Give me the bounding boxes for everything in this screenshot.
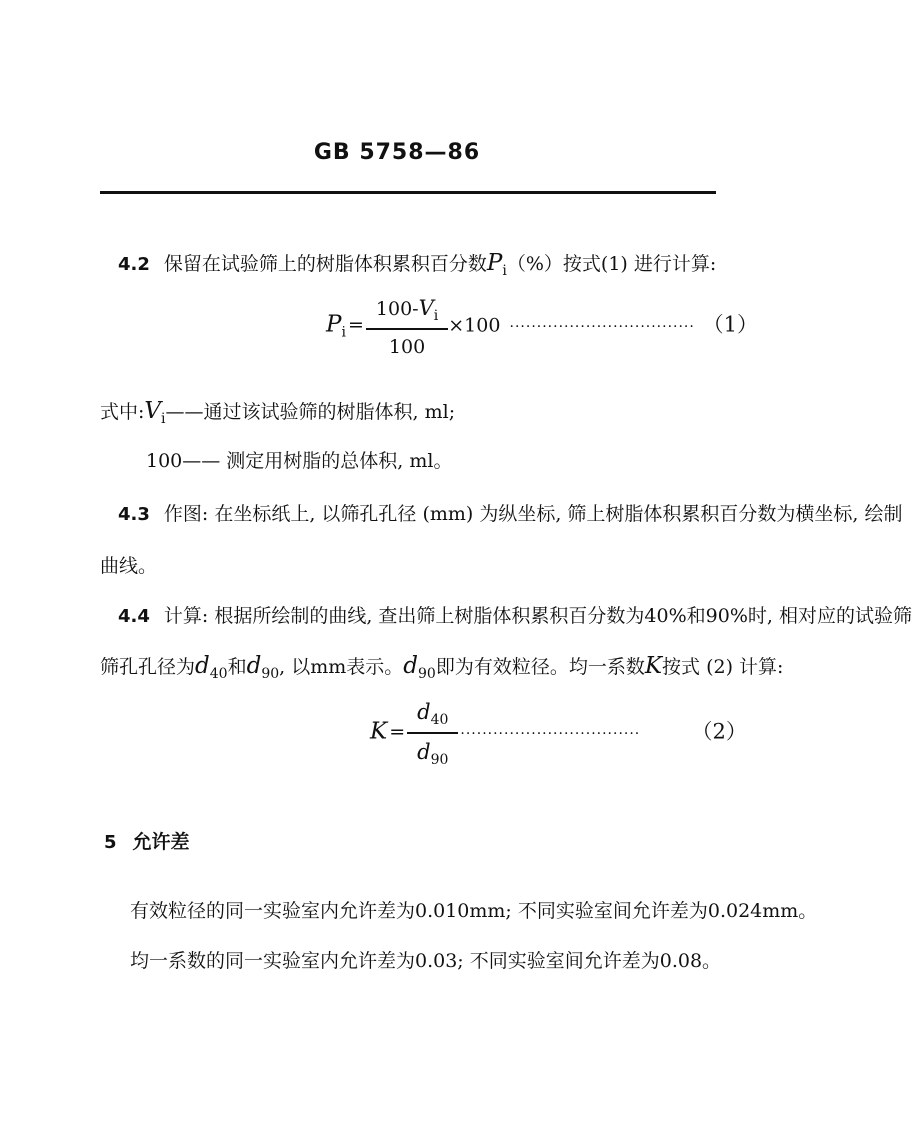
section-title: 允许差 [132, 831, 190, 853]
eq1-number: （1） [702, 312, 758, 337]
variable-d: d [195, 653, 210, 679]
eq1-denominator: 100 [388, 335, 426, 358]
eq1-num-sub: i [433, 308, 439, 324]
eq1-equals: = [347, 314, 364, 337]
variable-p: P [486, 250, 503, 276]
section-5-line-2: 均一系数的同一实验室内允许差为0.03; 不同实验室间允许差为0.08。 [130, 950, 722, 972]
where-prefix: 式中: [100, 401, 145, 423]
section-4-4-line-1 [118, 603, 912, 630]
section-text: 作图: 在坐标纸上, 以筛孔孔径 (mm) 为纵坐标, 筛上树脂体积累积百分数为横坐标, 绘制 [163, 503, 903, 525]
variable-subscript: i [502, 263, 507, 279]
section-4-2 [118, 250, 716, 284]
eq2-lhs: K [370, 718, 388, 745]
where-line-1 [100, 398, 455, 432]
where-var: V [144, 398, 162, 424]
where-var-sub: i [161, 411, 166, 427]
eq1-lhs: P [326, 311, 342, 338]
section-text-end: （%）按式(1) 进行计算: [506, 253, 717, 275]
where-desc: ——通过该试验筛的树脂体积, ml; [165, 401, 456, 423]
section-number: 5 [104, 832, 117, 853]
eq1-fraction [366, 296, 448, 358]
section-5-heading [104, 829, 190, 856]
eq2-fraction [407, 700, 458, 768]
equation-1 [326, 296, 758, 358]
eq1-num-text: 100- [375, 298, 419, 320]
text-part: 即为有效粒径。均一系数 [435, 656, 645, 678]
eq2-denominator [407, 734, 458, 768]
eq1-num-var: V [418, 296, 434, 320]
eq2-num-sub: 40 [430, 712, 449, 728]
text-part: 筛孔孔径为 [100, 656, 196, 678]
eq1-leader-dots: ·································· [509, 318, 695, 335]
header-rule [100, 191, 716, 194]
eq1-times: ×100 [448, 314, 501, 337]
section-4-3-line-2: 曲线。 [100, 555, 158, 577]
eq1-lhs-sub: i [341, 324, 346, 341]
section-number: 4.4 [118, 606, 150, 627]
where-line-2: 100—— 测定用树脂的总体积, ml。 [146, 450, 453, 472]
eq1-numerator [366, 296, 448, 328]
section-4-3-line-1 [118, 501, 903, 528]
eq2-den-var: d [417, 739, 431, 764]
eq2-num-var: d [417, 700, 431, 724]
section-number: 4.3 [118, 504, 150, 525]
eq2-equals: = [389, 721, 406, 744]
subscript-40: 40 [209, 666, 228, 682]
eq2-den-sub: 90 [430, 751, 449, 768]
document-code: GB 5758—86 [313, 140, 481, 165]
eq2-leader-dots: ································· [460, 725, 641, 742]
section-text: 计算: 根据所绘制的曲线, 查出筛上树脂体积累积百分数为40%和90%时, 相对应的试验筛 [163, 605, 912, 627]
eq2-numerator [407, 700, 458, 732]
variable-d: d [403, 653, 419, 679]
text-part: 和 [227, 656, 247, 678]
text-part: , 以mm表示。 [279, 656, 404, 678]
variable-d: d [246, 653, 262, 679]
section-4-4-line-2 [100, 653, 783, 687]
variable-k: K [644, 653, 663, 679]
subscript-90: 90 [261, 666, 280, 682]
equation-2 [370, 700, 747, 768]
eq2-number: （2） [691, 719, 747, 744]
section-text: 保留在试验筛上的树脂体积累积百分数 [163, 253, 487, 275]
section-number: 4.2 [118, 254, 150, 275]
section-5-line-1: 有效粒径的同一实验室内允许差为0.010mm; 不同实验室间允许差为0.024mm。 [130, 900, 818, 922]
subscript-90: 90 [418, 666, 436, 682]
text-part: 按式 (2) 计算: [662, 656, 784, 678]
